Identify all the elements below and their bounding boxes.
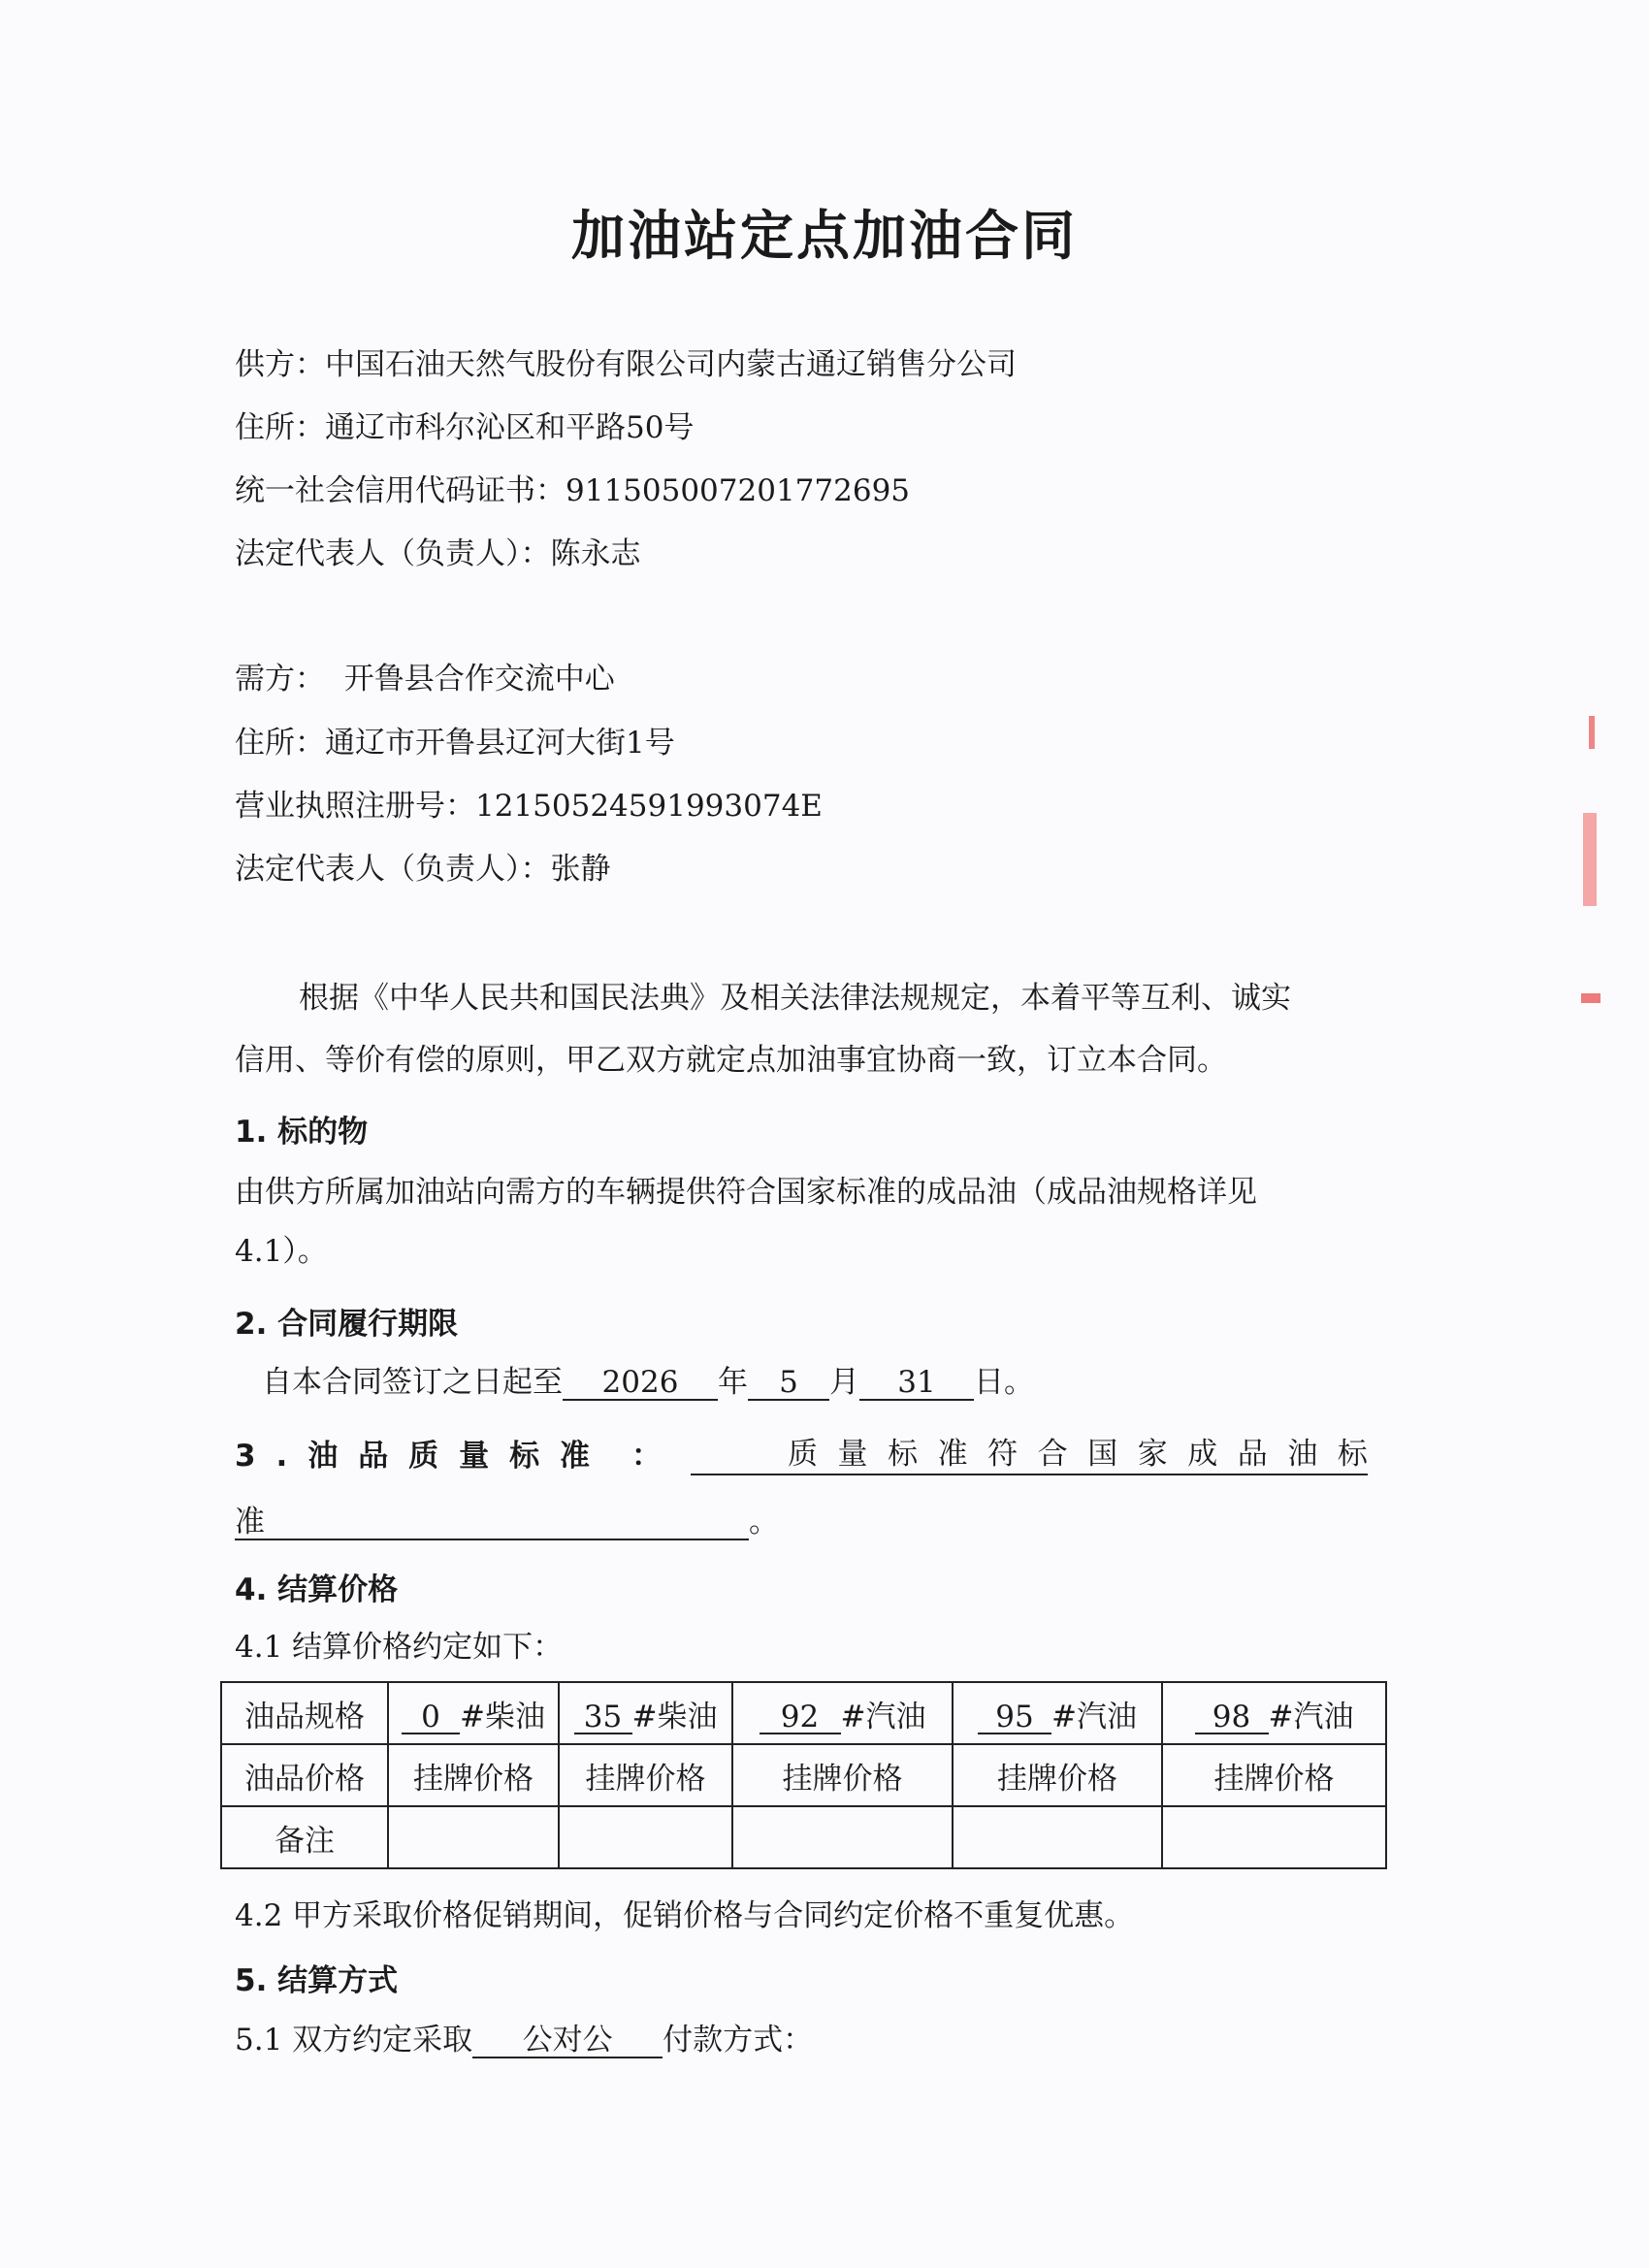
section4-heading: 4. 结算价格 [235,1572,399,1607]
intro-line-2: 信用、等价有偿的原则，甲乙双方就定点加油事宜协商一致，订立本合同。 [235,1043,1227,1078]
quality-standard-tail: 准 [235,1506,749,1540]
buyer-name: 需方： 开鲁县合作交流中心 [235,662,615,697]
supplier-credit-code: 统一社会信用代码证书：911505007201772695 [235,473,911,508]
payment-prefix: 5.1 双方约定采取 [235,2023,473,2057]
section2-heading: 2. 合同履行期限 [235,1307,459,1342]
spec-cell: 92 #汽油 [732,1682,953,1744]
row-label-note: 备注 [221,1806,388,1868]
spec-cell: 35 #柴油 [559,1682,732,1744]
price-table [220,1681,1387,1869]
seal-edge-mark [1589,716,1595,749]
section4-sub1: 4.1 结算价格约定如下： [235,1630,564,1665]
section1-heading: 1. 标的物 [235,1115,369,1150]
table-row [221,1806,1386,1868]
seal-edge-mark [1583,813,1597,906]
term-day-unit: 日。 [974,1365,1034,1400]
buyer-legal-rep: 法定代表人（负责人）：张静 [235,852,611,887]
document-title: 加油站定点加油合同 [570,205,1078,267]
price-cell: 挂牌价格 [388,1744,559,1806]
note-cell [559,1806,732,1868]
buyer-license: 营业执照注册号：12150524591993074E [235,789,823,824]
supplier-legal-rep: 法定代表人（负责人）：陈永志 [235,536,641,571]
term-day: 31 [859,1366,974,1401]
section5-heading: 5. 结算方式 [235,1963,399,1998]
supplier-name: 供方：中国石油天然气股份有限公司内蒙古通辽销售分公司 [235,347,1017,382]
table-row [221,1682,1386,1744]
quality-standard-end: 。 [749,1505,779,1539]
spec-cell: 0 #柴油 [388,1682,559,1744]
price-cell: 挂牌价格 [559,1744,732,1806]
term-year: 2026 [563,1366,718,1401]
table-row [221,1744,1386,1806]
term-month-unit: 月 [829,1365,859,1400]
payment-method: 公对公 [472,2024,663,2058]
term-prefix: 自本合同签订之日起至 [262,1365,563,1400]
row-label-price: 油品价格 [221,1744,388,1806]
section1-line-1: 由供方所属加油站向需方的车辆提供符合国家标准的成品油（成品油规格详见 [235,1175,1257,1210]
note-cell [953,1806,1162,1868]
spec-cell: 98 #汽油 [1162,1682,1386,1744]
row-label-spec: 油品规格 [221,1682,388,1744]
intro-line-1: 根据《中华人民共和国民法典》及相关法律法规规定，本着平等互利、诚实 [299,981,1291,1016]
supplier-address: 住所：通辽市科尔沁区和平路50号 [235,410,695,445]
section3-heading: 3 . 油 品 质 量 标 准 ： [235,1439,662,1474]
note-cell [1162,1806,1386,1868]
seal-edge-mark [1581,993,1600,1003]
payment-suffix: 付款方式： [663,2023,814,2057]
price-cell: 挂牌价格 [732,1744,953,1806]
section5-sub1 [235,2021,813,2059]
quality-standard-value: 质 量 标 准 符 合 国 家 成 品 油 标 [691,1437,1368,1475]
term-year-unit: 年 [718,1365,748,1400]
note-cell [388,1806,559,1868]
price-cell: 挂牌价格 [1162,1744,1386,1806]
contract-term-line [262,1363,1034,1402]
section3-line-1 [235,1437,1368,1475]
price-cell: 挂牌价格 [953,1744,1162,1806]
section4-sub2: 4.2 甲方采取价格促销期间，促销价格与合同约定价格不重复优惠。 [235,1898,1135,1933]
buyer-address: 住所：通辽市开鲁县辽河大街1号 [235,726,675,761]
section3-line-2 [235,1503,779,1541]
note-cell [732,1806,953,1868]
term-month: 5 [748,1366,829,1401]
spec-cell: 95 #汽油 [953,1682,1162,1744]
section1-line-2: 4.1）。 [235,1234,328,1269]
